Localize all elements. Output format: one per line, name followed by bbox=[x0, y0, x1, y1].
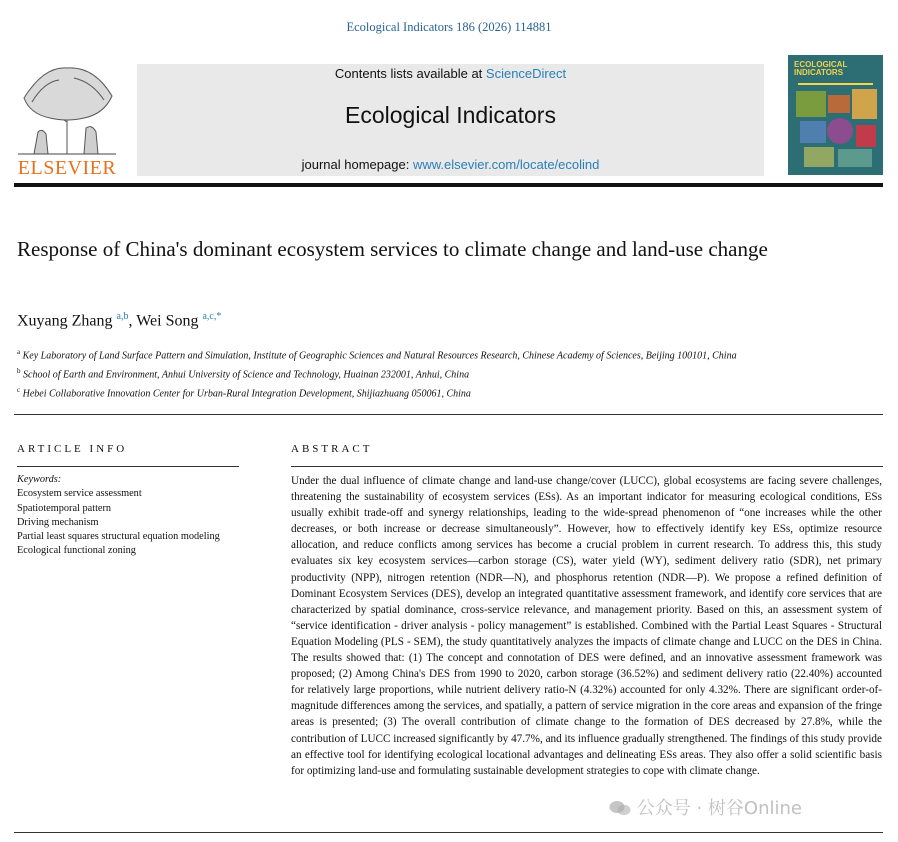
homepage-line bbox=[137, 157, 764, 172]
homepage-link[interactable]: www.elsevier.com/locate/ecolind bbox=[412, 157, 600, 172]
author-separator: , bbox=[128, 312, 137, 330]
affiliation-marker: b bbox=[17, 366, 21, 375]
wechat-icon bbox=[609, 799, 631, 817]
footer-divider bbox=[14, 832, 883, 833]
watermark bbox=[609, 794, 802, 820]
article-title: Response of China's dominant ecosystem services to climate change and land-use change bbox=[17, 237, 768, 261]
citation-link[interactable]: Ecological Indicators 186 (2026) 114881 bbox=[346, 20, 552, 34]
keywords-label: Keywords: bbox=[17, 474, 62, 485]
affiliation-list bbox=[17, 345, 777, 401]
journal-citation[interactable] bbox=[0, 20, 898, 35]
keyword-item: Partial least squares structural equation modeling bbox=[17, 531, 220, 543]
sciencedirect-link[interactable]: ScienceDirect bbox=[485, 66, 567, 81]
watermark-text: 公众号 · 树谷Online bbox=[636, 798, 802, 819]
author-name[interactable]: Wei Song bbox=[136, 312, 199, 330]
author-list bbox=[17, 311, 221, 330]
contents-line bbox=[137, 66, 764, 81]
journal-title: Ecological Indicators bbox=[345, 102, 556, 128]
affiliation-text: Key Laboratory of Land Surface Pattern and Simulation, Institute of Geographic Sciences and Natural Resources Research, Chinese Academy of Sciences, Beijing 100101, China bbox=[22, 350, 737, 362]
homepage-prefix: journal homepage: bbox=[301, 157, 413, 172]
keyword-item: Ecosystem service assessment bbox=[17, 488, 142, 500]
elsevier-tree-icon bbox=[14, 62, 120, 158]
keywords-block bbox=[17, 473, 237, 559]
article-info-heading: ARTICLE INFO bbox=[17, 443, 128, 455]
journal-cover[interactable] bbox=[788, 55, 883, 175]
contents-prefix: Contents lists available at bbox=[334, 66, 486, 81]
keyword-item: Ecological functional zoning bbox=[17, 545, 136, 557]
elsevier-wordmark: ELSEVIER bbox=[17, 157, 117, 179]
keyword-item: Spatiotemporal pattern bbox=[17, 502, 112, 514]
affiliation-text: Hebei Collaborative Innovation Center for Urban-Rural Integration Development, Shijiazhuang 050061, China bbox=[22, 387, 471, 399]
abstract-text: Under the dual influence of climate change and land-use change/cover (LUCC), global ecosystems are facing severe challenges, threatening the sustainability of ecosystem services (ESs). As an important indicator for measuring ecological conditions, ESs usually exhibit trade-off and synergy relationships, leading to the wide-spread phenomenon of “one increases while the other decreases, or both increase or decrease simultaneously”. However, how to effectively identify key ESs, optimize resource allocation, and reduce conflicts among services has become a crucial problem in current research. To address this, this study evaluates six key ecosystem services—carbon storage (CS), water yield (WY), sediment delivery ratio (SDR), net primary productivity (NPP), nitrogen retention (NDR—N), and phosphorus retention (NDR—P). We propose a refined definition of Dominant Ecosystem Services (DES), develop an integrated quantitative assessment framework, and identify core services that are characterized by spatial dominance, cross-service relevance, and management priority. Based on this, an assessment system of “service identification - driver analysis - policy management” is established. Combined with the Partial Least Squares - Structural Equation Modeling (PLS - SEM), the study quantitatively analyzes the impacts of climate change and LUCC on the DES in China. The results showed that: (1) The concept and connotation of DES were defined, and an innovative assessment framework was proposed; (2) Among China's DES from 1990 to 2020, carbon storage (36.52%) and sediment delivery ratio (22.40%) accounted for relatively large proportions, while nutrient delivery ratio-N (4.32%) accounted for only 4.32%. There are significant order-of-magnitude differences among the services, and spatially, a pattern of service migration in the core areas and expansion of the fringe areas is presented; (3) The overall contribution of climate change to the formation of DES decreased by 27.8%, while the contribution of LUCC increased significantly by 47.7%, and its influence gradually strengthened. The findings of this study provide an effective tool for identifying ecological locational advantages and delineating ESs areas. They also offer a solid scientific basis for optimizing land-use and formulating sustainable development strategies to cope with climate change. bbox=[291, 475, 882, 777]
affiliation-item bbox=[17, 383, 777, 402]
affiliation-divider bbox=[14, 414, 883, 415]
article-info-divider bbox=[17, 466, 239, 467]
elsevier-logo bbox=[14, 62, 120, 180]
affiliation-marker: a bbox=[17, 348, 21, 356]
author-affiliation-marker[interactable]: a,c,* bbox=[202, 311, 222, 322]
author-affiliation-marker[interactable]: a,b bbox=[116, 311, 129, 322]
affiliation-item bbox=[17, 345, 777, 364]
header-divider bbox=[14, 183, 883, 187]
keyword-item: Driving mechanism bbox=[17, 516, 99, 528]
cover-photo-collage-icon bbox=[788, 55, 883, 175]
abstract-divider bbox=[291, 466, 883, 467]
affiliation-text: School of Earth and Environment, Anhui University of Science and Technology, Huainan 232001, Anhui, China bbox=[23, 369, 470, 381]
cover-title-line2: INDICATORS bbox=[794, 68, 844, 77]
author-name[interactable]: Xuyang Zhang bbox=[17, 312, 113, 330]
affiliation-item bbox=[17, 364, 777, 383]
affiliation-marker: c bbox=[17, 385, 21, 394]
cover-title-line1: ECOLOGICAL bbox=[794, 60, 848, 69]
journal-header bbox=[137, 64, 764, 176]
abstract-heading: ABSTRACT bbox=[291, 443, 373, 455]
